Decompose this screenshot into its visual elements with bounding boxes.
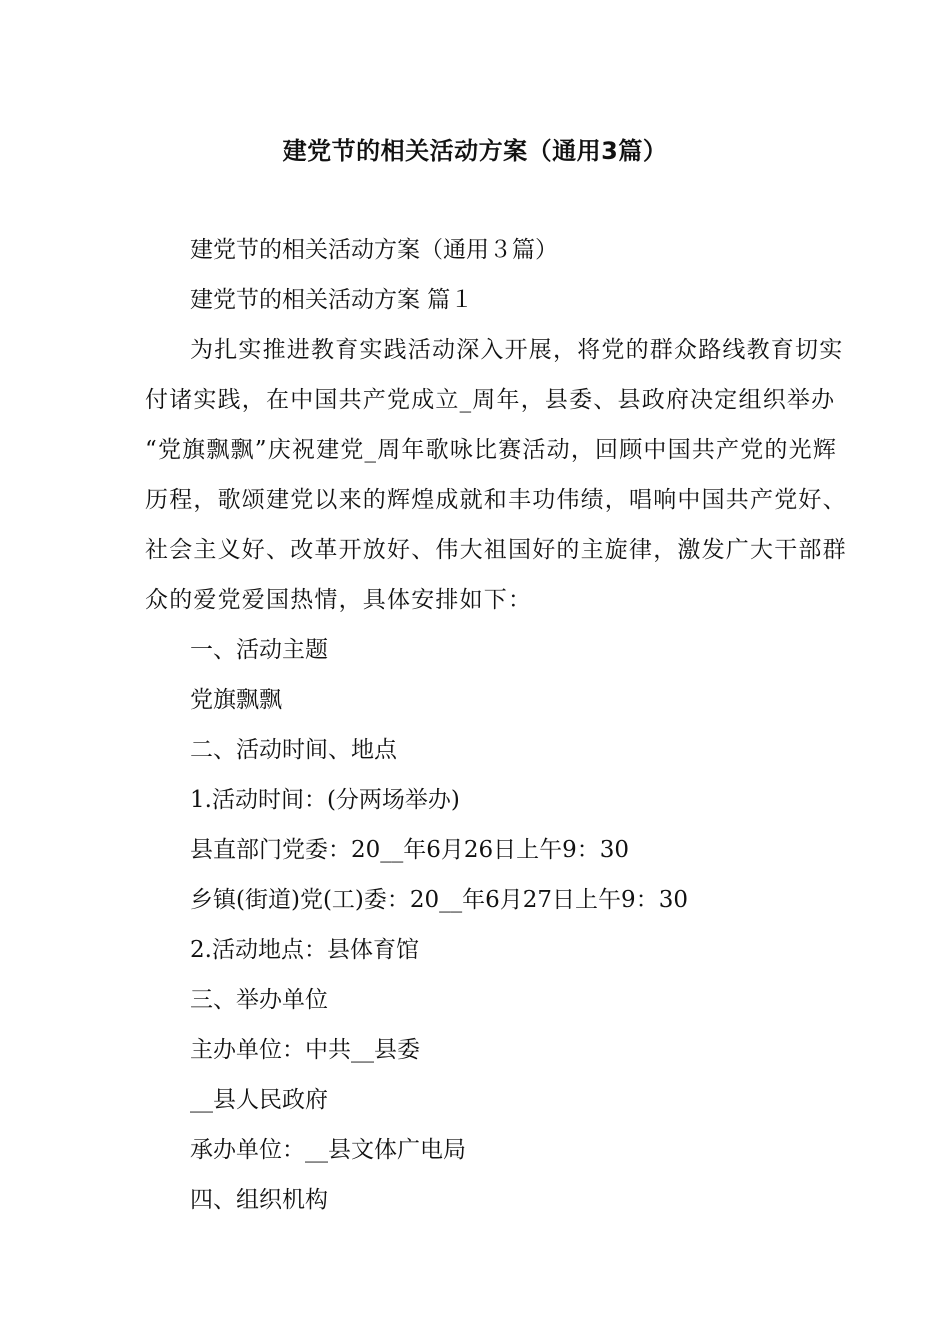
section-heading-organizers: 三、举办单位: [190, 987, 328, 1013]
host-organizer: 主办单位：中共__县委: [190, 1037, 420, 1063]
theme-text: 党旗飘飘: [190, 687, 282, 713]
section-heading: 建党节的相关活动方案 篇１: [190, 287, 474, 313]
section-heading-time-place: 二、活动时间、地点: [190, 737, 397, 763]
section-heading-theme: 一、活动主题: [190, 637, 328, 663]
schedule-townships: 乡镇(街道)党(工)委：20__年6月27日上午9：30: [190, 887, 688, 913]
intro-paragraph-line: 历程，歌颂建党以来的辉煌成就和丰功伟绩，唱响中国共产党好、: [145, 487, 847, 513]
intro-paragraph-line: 众的爱党爱国热情，具体安排如下：: [145, 587, 533, 613]
intro-paragraph-line: “党旗飘飘”庆祝建党_周年歌咏比赛活动，回顾中国共产党的光辉: [145, 437, 838, 463]
undertaking-organizer: 承办单位：__县文体广电局: [190, 1137, 466, 1163]
activity-time-label: 1.活动时间：(分两场举办): [190, 787, 460, 813]
intro-paragraph-line: 社会主义好、改革开放好、伟大祖国好的主旋律，激发广大干部群: [145, 537, 847, 563]
intro-paragraph-line: 为扎实推进教育实践活动深入开展，将党的群众路线教育切实: [190, 337, 844, 363]
intro-paragraph-line: 付诸实践，在中国共产党成立_周年，县委、县政府决定组织举办: [145, 387, 836, 413]
schedule-county-departments: 县直部门党委：20__年6月26日上午9：30: [190, 837, 630, 863]
document-subtitle: 建党节的相关活动方案（通用３篇）: [190, 237, 558, 263]
section-heading-organization: 四、组织机构: [190, 1187, 328, 1213]
host-organizer-government: __县人民政府: [190, 1087, 328, 1113]
document-title: 建党节的相关活动方案（通用3篇）: [282, 137, 668, 165]
activity-venue: 2.活动地点：县体育馆: [190, 937, 419, 963]
